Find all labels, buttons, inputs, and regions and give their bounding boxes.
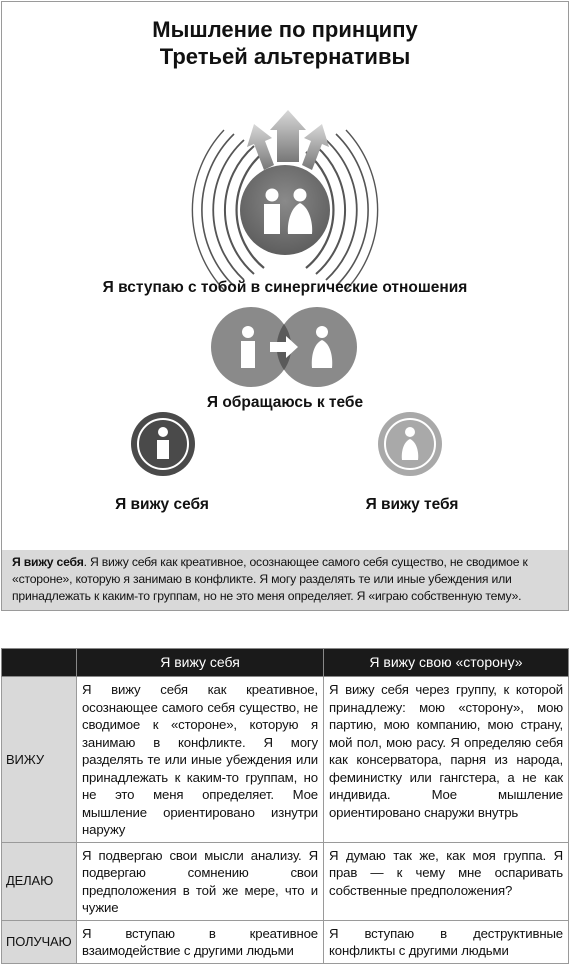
header-see-self: Я вижу себя — [77, 649, 324, 677]
figure-note — [2, 550, 568, 610]
cell-self: Я вижу себя как креативное, осознающее самого себя существо, не сводимое к «стороне», которую я занимаю в конфликте. Я могу разделять те или иные убеждения или принадлежать к каким-то группам, но не это меня определяет. Мое мышление ориентировано изнутри наружу — [77, 677, 324, 843]
two-people-arrow-icon — [211, 307, 357, 387]
comparison-table — [1, 648, 569, 964]
note-text: . Я вижу себя как креативное, осознающее самого себя существо, не сводимое к «стороне», которую я занимаю в конфликте. Я могу разделять те или иные убеждения или принадлежать к каким-то группам, но не это меня определяет. Я «играю собственную тему». — [12, 555, 528, 603]
two-people-merged-icon — [240, 165, 330, 255]
cell-side: Я думаю так же, как моя группа. Я прав — к чему мне оспаривать собственные предположения? — [324, 842, 569, 920]
cell-side: Я вступаю в деструктивные конфликты с другими людьми — [324, 920, 569, 963]
third-alternative-diagram — [2, 2, 568, 550]
upward-arrows-icon — [247, 110, 329, 170]
figure-title-line-2: Третьей альтернативы — [159, 44, 411, 69]
row-label: ПОЛУЧАЮ — [2, 920, 77, 963]
caption-synergy: Я вступаю с тобой в синергические отношения — [102, 279, 468, 296]
header-empty — [2, 649, 77, 677]
self-person-icon — [131, 412, 195, 476]
note-bold-term: Я вижу себя — [12, 555, 84, 569]
caption-see-self: Я вижу себя — [115, 496, 209, 513]
table-row — [2, 842, 569, 920]
caption-see-you: Я вижу тебя — [365, 496, 459, 513]
cell-self: Я подвергаю свои мысли анализу. Я подвергаю сомнению свои предположения в той же мере, что и чужие — [77, 842, 324, 920]
figure-panel — [1, 1, 569, 611]
caption-address-you: Я обращаюсь к тебе — [206, 394, 364, 411]
table-row — [2, 920, 569, 963]
table-row — [2, 677, 569, 843]
row-label: ДЕЛАЮ — [2, 842, 77, 920]
table-header-row — [2, 649, 569, 677]
cell-self: Я вступаю в креативное взаимодействие с другими людьми — [77, 920, 324, 963]
figure-title-line-1: Мышление по принципу — [152, 17, 418, 42]
header-see-side: Я вижу свою «сторону» — [324, 649, 569, 677]
other-person-icon — [378, 412, 442, 476]
row-label: ВИЖУ — [2, 677, 77, 843]
cell-side: Я вижу себя через группу, к которой принадлежу: мою «сторону», мою партию, мою компанию, мою страну, мой пол, мою расу. Я определяю себя как консерватора, парня из народа, феминистку или гангстера, а не как индивида. Мое мышление ориентировано снаружи внутрь — [324, 677, 569, 843]
